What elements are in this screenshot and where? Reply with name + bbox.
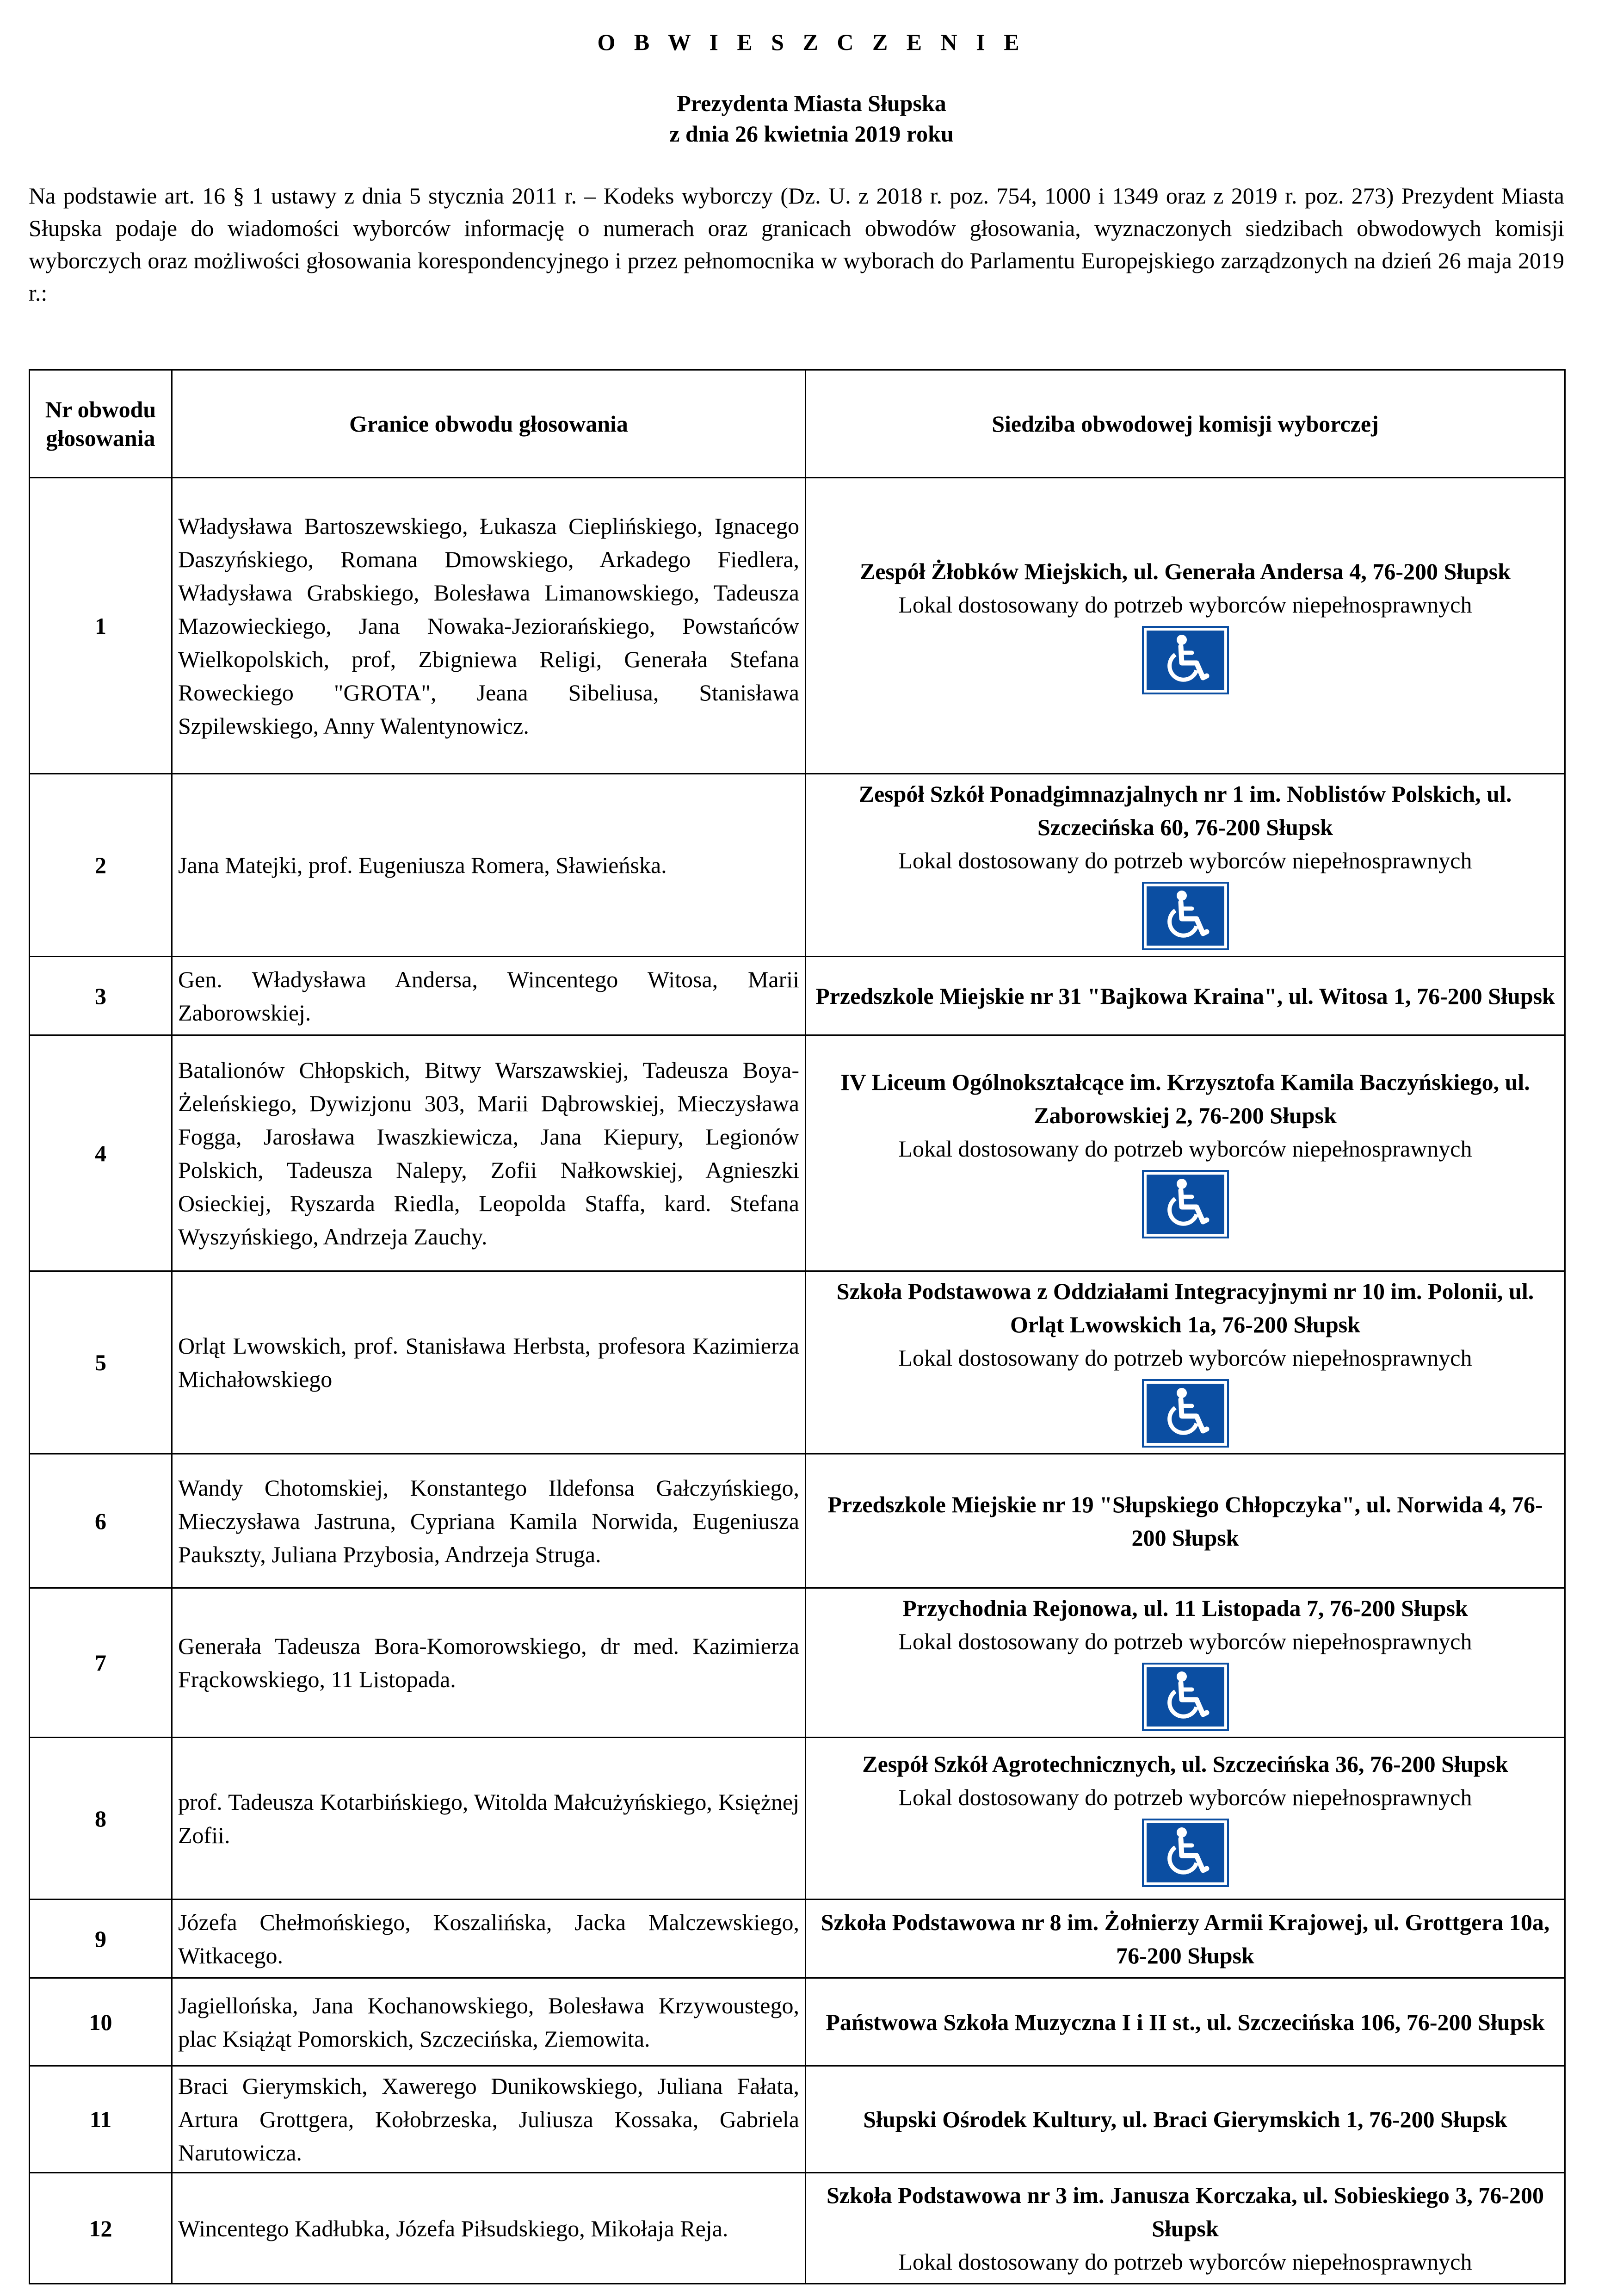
district-boundaries: prof. Tadeusza Kotarbińskiego, Witolda Małcużyńskiego, Księżnej Zofii. (172, 1738, 806, 1900)
district-number: 8 (30, 1738, 172, 1900)
accessibility-note: Lokal dostosowany do potrzeb wyborców niepełnosprawnych (898, 591, 1472, 618)
district-boundaries: Gen. Władysława Andersa, Wincentego Witosa, Marii Zaborowskiej. (172, 957, 806, 1035)
commission-seat-cell (806, 957, 1565, 1035)
district-number: 11 (30, 2066, 172, 2173)
district-boundaries: Orląt Lwowskich, prof. Stanisława Herbsta, profesora Kazimierza Michałowskiego (172, 1271, 806, 1454)
commission-seat-address: Szkoła Podstawowa nr 8 im. Żołnierzy Armii Krajowej, ul. Grottgera 10a, 76-200 Słupsk (821, 1909, 1550, 1968)
wheelchair-icon (1142, 1170, 1229, 1238)
commission-seat-address: Państwowa Szkoła Muzyczna I i II st., ul. Szczecińska 106, 76-200 Słupsk (826, 2009, 1545, 2035)
district-number: 10 (30, 1978, 172, 2066)
notice-subtitle (0, 88, 1623, 149)
district-number: 9 (30, 1900, 172, 1978)
commission-seat-cell (806, 1900, 1565, 1978)
wheelchair-icon (1142, 626, 1229, 694)
wheelchair-icon (1142, 1379, 1229, 1448)
district-boundaries: Braci Gierymskich, Xawerego Dunikowskiego, Juliana Fałata, Artura Grottgera, Kołobrzeska, Juliusza Kossaka, Gabriela Narutowicza. (172, 2066, 806, 2173)
col-header-boundaries: Granice obwodu głosowania (172, 370, 806, 478)
table-row (30, 478, 1565, 774)
district-number: 6 (30, 1454, 172, 1588)
district-boundaries: Jana Matejki, prof. Eugeniusza Romera, Sławieńska. (172, 774, 806, 957)
district-number: 2 (30, 774, 172, 957)
district-boundaries: Generała Tadeusza Bora-Komorowskiego, dr med. Kazimierza Frąckowskiego, 11 Listopada. (172, 1588, 806, 1738)
district-number: 3 (30, 957, 172, 1035)
district-boundaries: Wandy Chotomskiej, Konstantego Ildefonsa Gałczyńskiego, Mieczysława Jastruna, Cypriana Kamila Norwida, Eugeniusza Paukszty, Juliana Przybosia, Andrzeja Struga. (172, 1454, 806, 1588)
table-row (30, 1900, 1565, 1978)
commission-seat-address: Zespół Szkół Agrotechnicznych, ul. Szczecińska 36, 76-200 Słupsk (862, 1751, 1508, 1777)
district-number: 12 (30, 2173, 172, 2284)
commission-seat-address: Przedszkole Miejskie nr 19 "Słupskiego Chłopczyka", ul. Norwida 4, 76-200 Słupsk (827, 1491, 1543, 1551)
commission-seat-cell (806, 478, 1565, 774)
accessibility-note: Lokal dostosowany do potrzeb wyborców niepełnosprawnych (898, 1135, 1472, 1162)
table-row (30, 1035, 1565, 1271)
district-number: 4 (30, 1035, 172, 1271)
table-row (30, 2173, 1565, 2284)
table-row (30, 1738, 1565, 1900)
commission-seat-address: IV Liceum Ogólnokształcące im. Krzysztofa Kamila Baczyńskiego, ul. Zaborowskiej 2, 76-200 Słupsk (840, 1069, 1530, 1128)
date-line: z dnia 26 kwietnia 2019 roku (669, 121, 954, 147)
wheelchair-icon (1142, 1819, 1229, 1887)
issuer-line: Prezydenta Miasta Słupska (677, 90, 946, 116)
accessibility-note: Lokal dostosowany do potrzeb wyborców niepełnosprawnych (898, 2248, 1472, 2275)
table-row (30, 1454, 1565, 1588)
wheelchair-icon (1142, 1663, 1229, 1731)
districts-table (29, 369, 1566, 2284)
district-number: 7 (30, 1588, 172, 1738)
district-number: 5 (30, 1271, 172, 1454)
district-boundaries: Wincentego Kadłubka, Józefa Piłsudskiego, Mikołaja Reja. (172, 2173, 806, 2284)
commission-seat-address: Szkoła Podstawowa z Oddziałami Integracyjnymi nr 10 im. Polonii, ul. Orląt Lwowskich 1a, 76-200 Słupsk (836, 1278, 1534, 1337)
commission-seat-cell (806, 2173, 1565, 2284)
accessibility-note: Lokal dostosowany do potrzeb wyborców niepełnosprawnych (898, 1784, 1472, 1810)
commission-seat-cell (806, 1738, 1565, 1900)
commission-seat-address: Szkoła Podstawowa nr 3 im. Janusza Korczaka, ul. Sobieskiego 3, 76-200 Słupsk (826, 2182, 1544, 2241)
table-row (30, 1271, 1565, 1454)
commission-seat-cell (806, 1588, 1565, 1738)
commission-seat-cell (806, 774, 1565, 957)
table-row (30, 1978, 1565, 2066)
commission-seat-address: Zespół Szkół Ponadgimnazjalnych nr 1 im. Noblistów Polskich, ul. Szczecińska 60, 76-200 Słupsk (858, 781, 1512, 840)
commission-seat-cell (806, 1035, 1565, 1271)
commission-seat-address: Słupski Ośrodek Kultury, ul. Braci Gierymskich 1, 76-200 Słupsk (863, 2106, 1507, 2132)
district-boundaries: Władysława Bartoszewskiego, Łukasza Cieplińskiego, Ignacego Daszyńskiego, Romana Dmowskiego, Arkadego Fiedlera, Władysława Grabskiego, Bolesława Limanowskiego, Tadeusza Mazowieckiego, Jana Nowaka-Jeziorańskiego, Powstańców Wielkopolskich, prof, Zbigniewa Religi, Generała Stefana Roweckiego "GROTA", Jeana Sibeliusa, Stanisława Szpilewskiego, Anny Walentynowicz. (172, 478, 806, 774)
wheelchair-icon (1142, 882, 1229, 950)
commission-seat-cell (806, 1978, 1565, 2066)
col-header-seat: Siedziba obwodowej komisji wyborczej (806, 370, 1565, 478)
commission-seat-cell (806, 1271, 1565, 1454)
table-header-row (30, 370, 1565, 478)
intro-paragraph: Na podstawie art. 16 § 1 ustawy z dnia 5 stycznia 2011 r. – Kodeks wyborczy (Dz. U. z 2018 r. poz. 754, 1000 i 1349 oraz z 2019 r. poz. 273) Prezydent Miasta Słupska podaje do wiadomości wyborców informację o numerach oraz granicach obwodów głosowania, wyznaczonych siedzibach obwodowych komisji wyborczych oraz możliwości głosowania korespondencyjnego i przez pełnomocnika w wyborach do Parlamentu Europejskiego zarządzonych na dzień 26 maja 2019 r.: (29, 183, 1564, 306)
commission-seat-cell (806, 1454, 1565, 1588)
table-row (30, 957, 1565, 1035)
table-row (30, 1588, 1565, 1738)
accessibility-note: Lokal dostosowany do potrzeb wyborców niepełnosprawnych (898, 848, 1472, 873)
commission-seat-address: Przedszkole Miejskie nr 31 "Bajkowa Kraina", ul. Witosa 1, 76-200 Słupsk (815, 983, 1555, 1009)
accessibility-note: Lokal dostosowany do potrzeb wyborców niepełnosprawnych (898, 1345, 1472, 1371)
col-header-number: Nr obwodu głosowania (30, 370, 172, 478)
accessibility-note: Lokal dostosowany do potrzeb wyborców niepełnosprawnych (898, 1628, 1472, 1654)
table-row (30, 774, 1565, 957)
notice-title: O B W I E S Z C Z E N I E (597, 29, 1026, 55)
commission-seat-address: Zespół Żłobków Miejskich, ul. Generała Andersa 4, 76-200 Słupsk (859, 558, 1511, 584)
commission-seat-address: Przychodnia Rejonowa, ul. 11 Listopada 7, 76-200 Słupsk (902, 1595, 1468, 1621)
district-boundaries: Batalionów Chłopskich, Bitwy Warszawskiej, Tadeusza Boya-Żeleńskiego, Dywizjonu 303, Marii Dąbrowskiej, Mieczysława Fogga, Jarosława Iwaszkiewicza, Jana Kiepury, Legionów Polskich, Tadeusza Nalepy, Zofii Nałkowskiej, Agnieszki Osieckiej, Ryszarda Riedla, Leopolda Staffa, kard. Stefana Wyszyńskiego, Andrzeja Zauchy. (172, 1035, 806, 1271)
commission-seat-cell (806, 2066, 1565, 2173)
district-boundaries: Jagiellońska, Jana Kochanowskiego, Bolesława Krzywoustego, plac Książąt Pomorskich, Szczecińska, Ziemowita. (172, 1978, 806, 2066)
district-number: 1 (30, 478, 172, 774)
table-row (30, 2066, 1565, 2173)
district-boundaries: Józefa Chełmońskiego, Koszalińska, Jacka Malczewskiego, Witkacego. (172, 1900, 806, 1978)
